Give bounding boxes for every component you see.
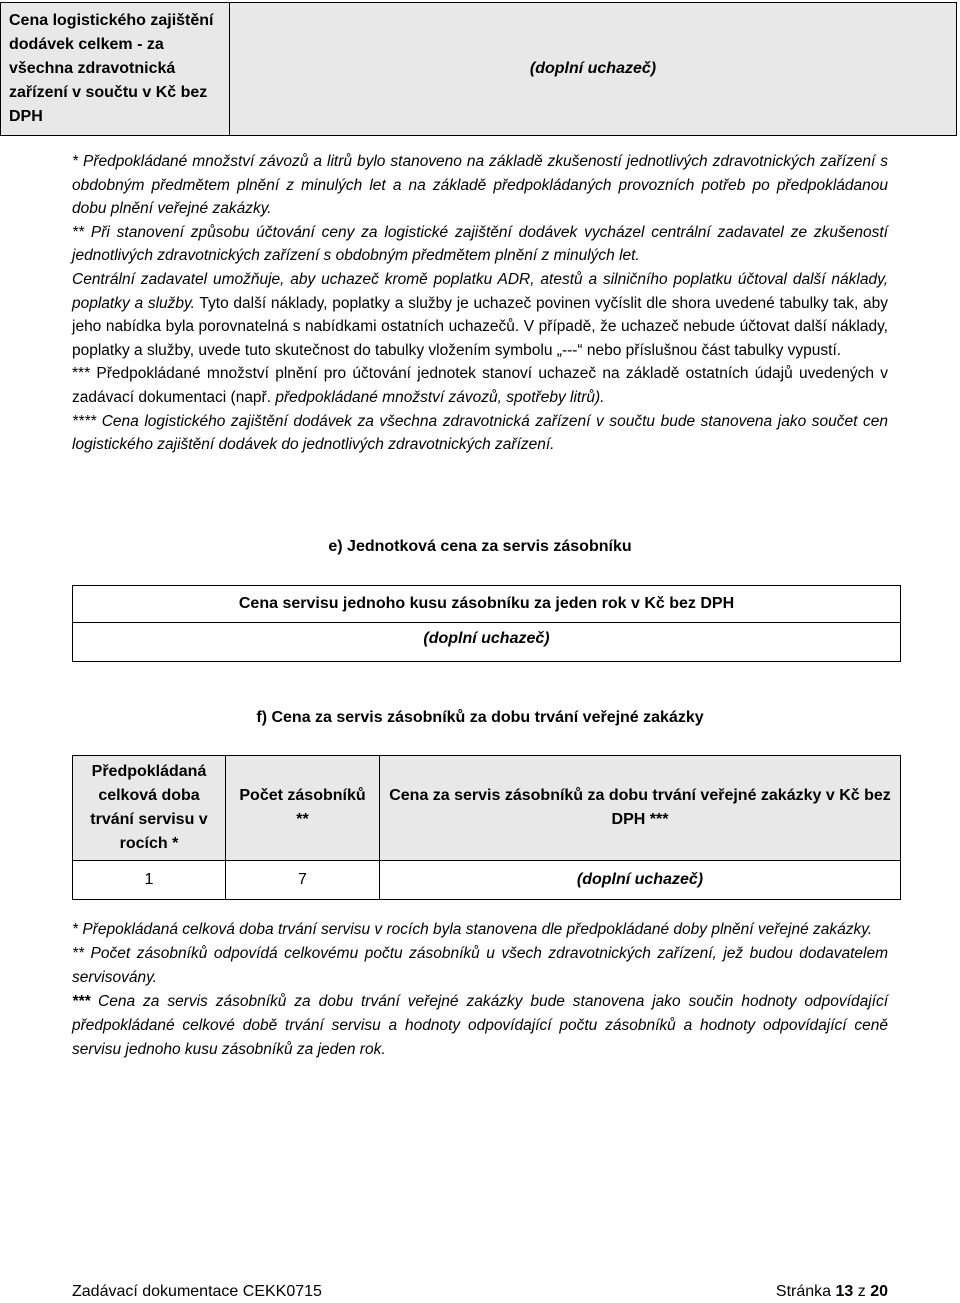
page-total: 20 [870,1283,888,1300]
footnote-1: * Přepokládaná celková doba trvání servisu v rocích byla stanovena dle předpokládané doby plnění veřejné zakázky. [72,921,873,938]
document-label: Zadávací dokumentace CEKK0715 [72,1283,322,1300]
unit-service-price-label: Cena servisu jednoho kusu zásobníku za jeden rok v Kč bez DPH [73,586,901,623]
total-logistics-value: (doplní uchazeč) [230,3,957,136]
section-f-heading: f) Cena za servis zásobníků za dobu trvání veřejné zakázky [256,709,704,726]
note-5: **** Cena logistického zajištění dodávek za všechna zdravotnická zařízení v součtu bude stanovena jako součet cen logistického zajištění dodávek do jednotlivých zdravotnických zařízení. [72,412,888,454]
section-e-heading: e) Jednotková cena za servis zásobníku [328,538,632,555]
footnote-3 [72,990,888,1062]
value-total-price: (doplní uchazeč) [380,861,901,900]
footnote-3-text: Cena za servis zásobníků za dobu trvání veřejné zakázky bude stanovena jako součin hodnoty odpovídající předpokládané celkové době trvání servisu a hodnoty odpovídající počtu zásobníků a hodnoty odpovídající ceně servisu jednoho kusu zásobníků za jeden rok. [72,993,888,1058]
note-1: * Předpokládané množství závozů a litrů bylo stanoveno na základě zkušeností jednotlivých zdravotnických zařízení s obdobným předmětem plnění z minulých let a na základě předpokládaných provozních potřeb po předpokládanou dobu plnění veřejné zakázky. [72,153,888,218]
page-word: Stránka [775,1283,832,1300]
total-logistics-label: Cena logistického zajištění dodávek celkem - za všechna zdravotnická zařízení v součtu v Kč bez DPH [1,3,230,136]
section-f-footnotes [72,918,888,1062]
footnote-2: ** Počet zásobníků odpovídá celkovému počtu zásobníků u všech zdravotnických zařízení, jež budou dodavatelem servisovány. [72,945,888,986]
note-4 [72,362,888,409]
header-duration: Předpokládaná celková doba trvání servisu v rocích * [73,756,226,861]
total-logistics-table [0,2,957,136]
value-count: 7 [226,861,380,900]
note-4-part-a: *** Předpokládané množství plnění pro účtování jednotek stanoví uchazeč na základě ostatních údajů uvedených v zadávací dokumentaci (např. [72,365,888,406]
note-3-part-b: Tyto další náklady, poplatky a služby je uchazeč povinen vyčíslit dle shora uvedené tabulky tak, aby jeho nabídka byla porovnatelná s nabídkami ostatních uchazečů. V případě, že uchazeč nebude účtovat další náklady, poplatky a služby, uvede tuto skutečnost do tabulky vložením symbolu „---“ nebo příslušnou část tabulky vypustí. [72,294,889,359]
table-header-row [73,756,901,861]
page-number [776,1281,888,1303]
table-row [73,861,901,900]
note-4-part-b: předpokládané množství závozů, spotřeby litrů). [275,388,605,406]
service-total-table [72,755,901,900]
unit-service-price-value: (doplní uchazeč) [73,623,901,662]
note-3 [72,268,888,362]
note-3-part-a: Centrální zadavatel umožňuje, aby uchazeč kromě poplatku ADR, atestů a silničního poplatku účtoval další náklady, poplatky a služby. [72,270,888,312]
page-sep: z [857,1283,866,1300]
footnote-3-mark: *** [72,993,91,1010]
value-duration: 1 [73,861,226,900]
header-count: Počet zásobníků ** [226,756,380,861]
note-2: ** Při stanovení způsobu účtování ceny za logistické zajištění dodávek vycházel centrální zadavatel ze zkušeností jednotlivých zdravotnických zařízení s obdobným předmětem plnění z minulých let. [72,223,888,265]
header-total-price: Cena za servis zásobníků za dobu trvání veřejné zakázky v Kč bez DPH *** [380,756,901,861]
unit-service-price-box [72,585,901,662]
page-current: 13 [835,1283,854,1300]
pricing-notes [72,150,888,457]
